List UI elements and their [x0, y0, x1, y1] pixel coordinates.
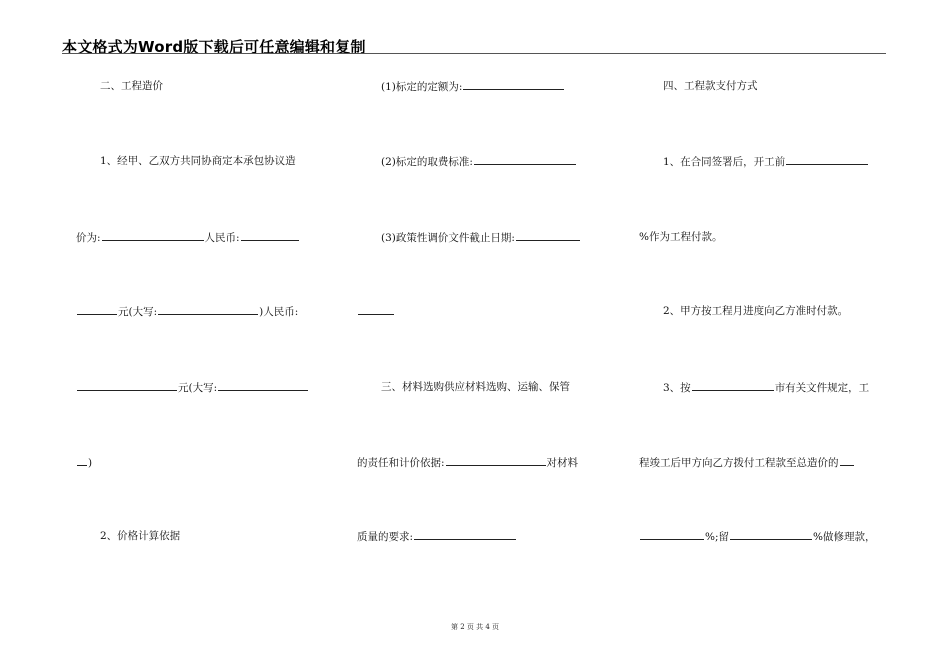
price-item-1-line-2: 价为: 人民币: [76, 230, 300, 245]
section-3-line-2: 的责任和计价依据: 对材料 [357, 457, 579, 469]
price-item-1-line-4: 元(大写: [76, 380, 309, 395]
blank-field [102, 230, 204, 241]
price-item-1-line-5: ) [76, 455, 92, 470]
blank-field [446, 455, 546, 466]
blank-field [516, 230, 580, 241]
blank-field [77, 455, 87, 466]
payment-item-2-line-1: 2、甲方按工程月进度向乙方准时付款。 [663, 305, 849, 317]
payment-item-1-line-2: %作为工程付款。 [639, 231, 723, 243]
blank-field [241, 230, 299, 241]
payment-item-3-line-3: %;留 %做修理款， [639, 529, 876, 544]
price-item-1-line-3: 元(大写: )人民币: [76, 304, 298, 319]
blank-field [77, 304, 117, 315]
section-3-line-3: 质量的要求: [357, 529, 517, 544]
header-divider [62, 53, 886, 54]
payment-item-1-line-1: 1、在合同签署后，开工前 [663, 154, 869, 169]
blank-field [358, 304, 394, 315]
section-2-heading: 二、工程造价 [100, 80, 163, 92]
fee-standard-line: (2)标定的取费标准: [381, 154, 577, 169]
blank-field [158, 304, 258, 315]
blank-field [640, 529, 704, 540]
blank-field [840, 455, 854, 466]
price-adjustment-deadline-line: (3)政策性调价文件截止日期: [381, 230, 581, 245]
blank-field [77, 380, 177, 391]
quota-standard-line: (1)标定的定额为: [381, 79, 565, 94]
page-number-footer: 第 2 页 共 4 页 [450, 623, 500, 631]
document-header-title: 本文格式为Word版下载后可任意编辑和复制 [62, 38, 366, 56]
blank-field [218, 380, 308, 391]
payment-item-3-line-2: 程竣工后甲方向乙方拨付工程款至总造价的 [639, 455, 855, 470]
price-item-2-heading: 2、价格计算依据 [100, 530, 181, 542]
payment-item-3-line-1: 3、按 市有关文件规定，工 [663, 382, 870, 394]
blank-field [730, 529, 812, 540]
blank-field [692, 380, 774, 391]
blank-field [786, 154, 868, 165]
section-3-line-1: 三、材料选购供应材料选购、运输、保管 [381, 381, 570, 393]
blank-field [463, 79, 564, 90]
blank-field [474, 154, 576, 165]
section-4-heading: 四、工程款支付方式 [663, 80, 758, 92]
price-item-1-line-1: 1、经甲、乙双方共同协商定本承包协议造 [100, 155, 296, 167]
blank-field [414, 529, 516, 540]
price-adjustment-deadline-continuation [357, 304, 395, 319]
